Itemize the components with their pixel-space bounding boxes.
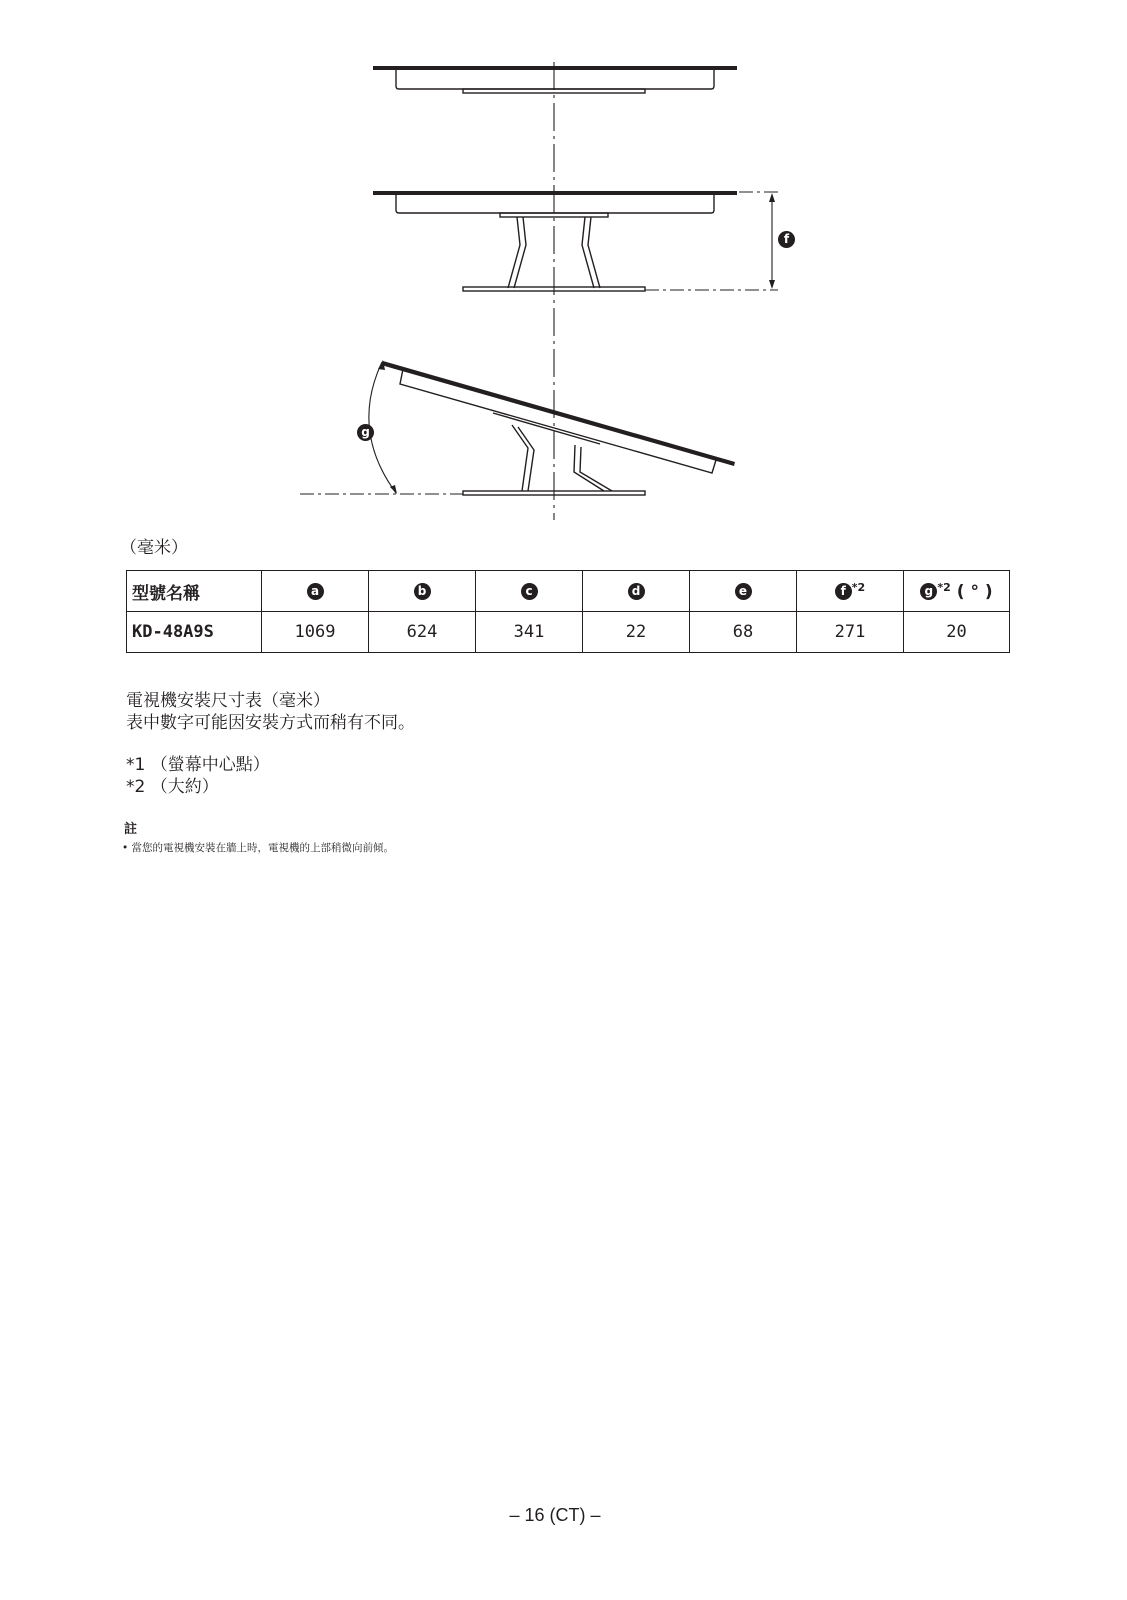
label-f: f <box>778 231 795 248</box>
footnote-1: *1 （螢幕中心點） <box>126 755 270 775</box>
header-g-unit: ( ° ) <box>956 581 993 602</box>
table-header-row <box>127 571 1010 612</box>
cell-d: 22 <box>583 612 690 653</box>
footnote-2: *2 （大約） <box>126 777 219 797</box>
cell-a: 1069 <box>262 612 369 653</box>
note-item: • 當您的電視機安裝在牆上時，電視機的上部稍微向前傾。 <box>122 842 395 854</box>
view-with-stand <box>373 191 737 291</box>
label-g: g <box>357 424 374 441</box>
cell-model: KD-48A9S <box>127 612 262 653</box>
cell-e: 68 <box>690 612 797 653</box>
table-disclaimer: 表中數字可能因安裝方式而稍有不同。 <box>126 713 415 733</box>
cell-g: 20 <box>904 612 1010 653</box>
header-g: g <box>920 583 937 600</box>
header-b: b <box>414 583 431 600</box>
table-caption: 電視機安裝尺寸表（毫米） <box>126 691 330 711</box>
cell-b: 624 <box>369 612 476 653</box>
header-g-sup: *2 <box>937 580 951 594</box>
header-f: f <box>835 583 852 600</box>
header-a: a <box>307 583 324 600</box>
table-row <box>127 612 1010 653</box>
unit-note: （毫米） <box>120 538 188 558</box>
header-model-name: 型號名稱 <box>127 571 262 612</box>
cell-c: 341 <box>476 612 583 653</box>
view-tilted <box>381 361 735 495</box>
cell-f: 271 <box>797 612 904 653</box>
note-heading: 註 <box>124 822 138 837</box>
header-c: c <box>521 583 538 600</box>
dimensions-table <box>126 570 1010 653</box>
header-f-sup: *2 <box>851 580 866 594</box>
header-d: d <box>628 583 645 600</box>
header-e: e <box>735 583 752 600</box>
tv-stand-diagram <box>0 0 1127 525</box>
page-number: – 16 (CT) – <box>509 1505 601 1525</box>
dimension-f <box>645 192 778 290</box>
view-wall-mount <box>373 66 737 93</box>
